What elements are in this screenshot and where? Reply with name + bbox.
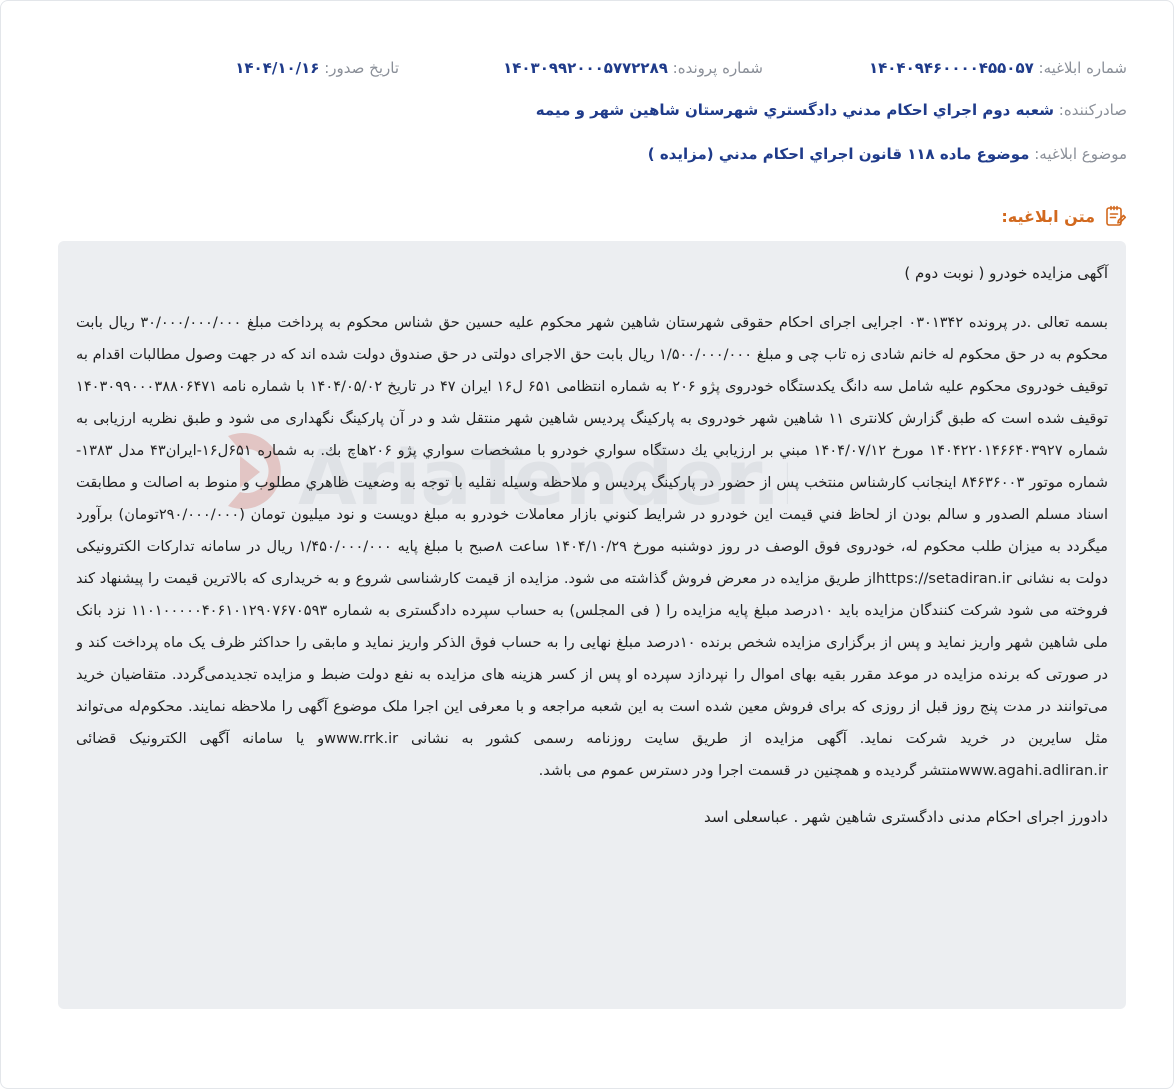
issue-date-value: ۱۴۰۴/۱۰/۱۶ [235,59,320,77]
subject-row [47,145,1127,163]
subject-value: موضوع ماده ١١٨ قانون اجراي احكام مدني (مزايده ) [647,145,1030,163]
note-icon [1103,204,1127,228]
issue-date [235,59,399,77]
section-title-text: متن ابلاغیه: [1001,206,1095,226]
watermark-text: AriaTender. [298,433,781,522]
notice-heading: آگهی مزایده خودرو ( نوبت دوم ) [904,264,1108,282]
notice-number-label: شماره ابلاغیه: [1038,59,1127,77]
issuer-value: شعبه دوم اجراي احكام مدني دادگستري شهرستان شاهين شهر و ميمه [535,101,1054,119]
notice-number [869,59,1127,77]
subject-label: موضوع ابلاغیه: [1034,145,1127,163]
case-number-label: شماره پرونده: [672,59,763,77]
notice-meta-row [47,59,1127,83]
case-number-value: ۱۴۰۳۰۹۹۲۰۰۰۵۷۷۲۲۸۹ [503,59,668,77]
notice-body-panel [58,241,1126,1009]
issue-date-label: تاریخ صدور: [324,59,399,77]
notice-body-text: بسمه تعالی .در پرونده ۰۳۰۱۳۴۲ اجرایی اجرای احکام حقوقی شهرستان شاهین شهر محکوم علیه حسین حق شناس محکوم به پرداخت مبلغ ۳۰/۰۰۰/۰۰۰/۰۰۰ ریال بابت محکوم به در حق محکوم له خانم شادی زه تاب چی و مبلغ ۱/۵۰۰/۰۰۰/۰۰۰ ریال بابت حق الاجرای دولتی در حق صندوق دولت شده اند که در جهت وصول مطالبات اقدام به توقیف خودروی محکوم علیه شامل سه دانگ یکدستگاه خودروی پژو ۲۰۶ به شماره انتظامی ۶۵۱ ل۱۶ ایران ۴۷ در تاریخ ۱۴۰۴/۰۵/۰۲ با شماره نامه ۱۴۰۳۰۹۹۰۰۰۳۸۸۰۶۴۷۱ توقیف شده است که طبق گزارش کلانتری ۱۱ شاهین شهر خودروی به پارکینگ پردیس شاهین شهر منتقل شد و در آن پارکینگ نگهداری می شود و طبق نظریه ارزیابی به شماره ۱۴۰۴۲۲۰۱۴۶۶۴۰۳۹۲۷ مورخ ۱۴۰۴/۰۷/۱۲ مبني بر ارزيابي يك دستگاه سواري خودرو با مشخصات سواري پژو ۲۰۶هاچ بك. به شماره ۶۵۱ل۱۶-ایران۴۳ مدل ۱۳۸۳- شماره موتور ۸۴۶۳۶۰۰۳ اینجانب کارشناس منتخب پس از حضور در پارکینگ پردیس و ملاحظه وسیله نقلیه با توجه به وضعيت ظاهري مطلوب و منوط به اصالت و مطابقت اسناد مسلم الصدور و سالم بودن از لحاظ فني قيمت اين خودرو در شرايط كنوني بازار معاملات خودرو به مبلغ دويست و نود ميليون تومان (۲۹۰/۰۰۰/۰۰۰تومان) برآورد میگردد به میزان طلب محکوم له، خودروی فوق الوصف در روز دوشنبه مورخ ۱۴۰۴/۱۰/۲۹ ساعت ۸صبح با مبلغ پایه ۱/۴۵۰/۰۰۰/۰۰۰ ریال در سامانه تدارکات الکترونیکی دولت به نشانی https://setadiran.irاز طریق مزایده در معرض فروش گذاشته می شود. مزایده از قیمت کارشناسی شروع و به خریداری که بالاترین قیمت را پیشنهاد کند فروخته می شود شرکت کنندگان مزایده باید ۱۰درصد مبلغ پایه مزایده را ( فی المجلس) به حساب سپرده دادگستری به شماره ۱۱۰۱۰۰۰۰۰۴۰۶۱۰۱۲۹۰۷۶۷۰۵۹۳ نزد بانک ملی شاهین شهر واریز نماید و پس از برگزاری مزایده شخص برنده ۱۰درصد مبلغ نهایی را به حساب فوق الذکر واریز نماید و مابقی را حداکثر ظرف یک ماه پرداخت کند و در صورتی که برنده مزایده در موعد مقرر بقیه بهای اموال را نپردازد سپرده او پس از کسر هزینه های مزایده به نفع دولت ضبط و مزایده تجدیدمی‌گردد. متقاضیان خرید می‌توانند در مدت پنج روز قبل از روزی که برای فروش معین شده است به این شعبه مراجعه و با معرفی این اجرا ملک موضوع آگهی را ملاحظه نمایند. محکوم‌له می‌تواند مثل سایرین در خرید شرکت نماید. آگهی مزایده از طریق سایت روزنامه رسمی کشور به نشانی www.rrk.irو یا سامانه آگهی الکترونیک قضائی www.agahi.adliran.irمنتشر گردیده و همچنین در قسمت اجرا ودر دسترس عموم می باشد. [76,314,1109,779]
issuer-row [47,101,1127,119]
case-number [503,59,763,77]
notice-signature: دادورز اجرای احکام مدنی دادگستری شاهین شهر . عباسعلی اسد [703,808,1108,826]
section-title [1001,204,1127,228]
notice-number-value: ۱۴۰۴۰۹۴۶۰۰۰۰۴۵۵۰۵۷ [868,59,1034,77]
issuer-label: صادرکننده: [1058,101,1127,119]
